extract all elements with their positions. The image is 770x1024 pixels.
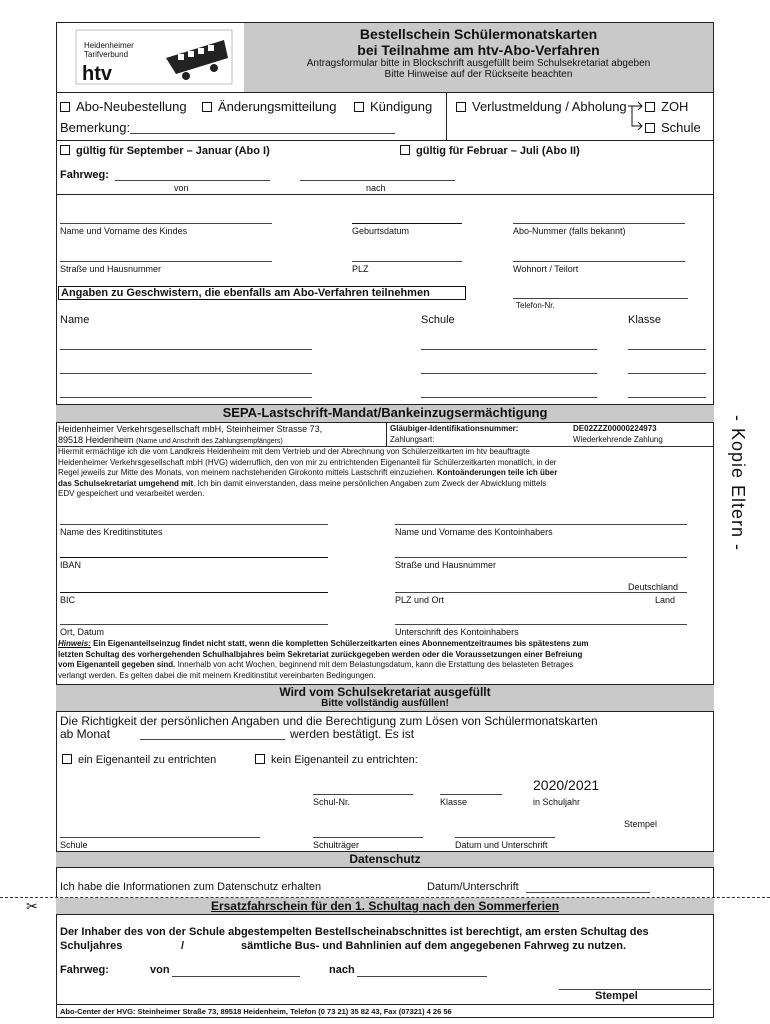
sepa-text4: . Ich bin damit einverstanden, dass meine persönlichen Angaben zum Zweck der Abwicklung mittels bbox=[193, 478, 547, 488]
telefon-label: Telefon-Nr. bbox=[516, 301, 555, 310]
scissors-icon: ✂ bbox=[26, 898, 38, 914]
schultraeger-label: Schulträger bbox=[313, 840, 360, 850]
sepa-text3-line bbox=[58, 468, 710, 479]
schulnr-field[interactable] bbox=[313, 794, 413, 795]
checkbox-icon[interactable] bbox=[62, 754, 72, 764]
opt-kein-eigenanteil-label: kein Eigenanteil zu entrichten: bbox=[271, 754, 418, 766]
opt-verlust[interactable] bbox=[456, 100, 627, 113]
checkbox-icon[interactable] bbox=[400, 145, 410, 155]
opt-kuendigung-label: Kündigung bbox=[370, 99, 433, 114]
kreditinstitut-field[interactable] bbox=[60, 524, 328, 525]
ersatz-title: Ersatzfahrschein für den 1. Schultag nach den Sommerferien bbox=[210, 899, 560, 913]
iban-label: IBAN bbox=[60, 560, 82, 570]
school-text1: Die Richtigkeit der persönlichen Angaben und die Berechtigung zum Lösen von Schülermonatskarten bbox=[60, 714, 598, 728]
geburt-label: Geburtsdatum bbox=[352, 226, 410, 236]
ersatz-text2b: / bbox=[181, 940, 185, 952]
sepa-text3: Regel jeweils zur Mitte des Monats, von meinem nachstehenden Girokonto mittels Lastschrift einzuziehen. bbox=[58, 468, 435, 477]
opt-aenderung-label: Änderungsmitteilung bbox=[218, 99, 337, 114]
plzort-field[interactable] bbox=[395, 592, 687, 593]
hinweis-line2 bbox=[58, 650, 712, 661]
side-label: - Kopie Eltern - bbox=[728, 415, 748, 552]
von-label: von bbox=[174, 183, 189, 193]
checkbox-icon[interactable] bbox=[255, 754, 265, 764]
sepa-title: SEPA-Lastschrift-Mandat/Bankeinzugsermächtigung bbox=[222, 405, 548, 420]
konto-unterschrift-field[interactable] bbox=[395, 624, 687, 625]
opt-schule[interactable] bbox=[645, 121, 701, 134]
konto-strasse-field[interactable] bbox=[395, 557, 687, 558]
opt-kuendigung[interactable] bbox=[354, 100, 432, 113]
sepa-text bbox=[58, 447, 710, 500]
header-sub1: Antragsformular bitte in Blockschrift ausgefüllt beim Schulsekretariat abgeben bbox=[306, 58, 651, 69]
datenschutz-datum: Datum/Unterschrift bbox=[427, 881, 519, 893]
opt-sept[interactable] bbox=[60, 146, 270, 157]
strasse-label: Straße und Hausnummer bbox=[60, 264, 162, 274]
telefon-field[interactable] bbox=[513, 298, 688, 299]
logo-htv: htv bbox=[82, 63, 112, 85]
schule-field[interactable] bbox=[60, 837, 260, 838]
ortdatum-field[interactable] bbox=[60, 624, 328, 625]
ersatz-text2c: sämtliche Bus- und Bahnlinien auf dem angegebenen Fahrweg zu nutzen. bbox=[241, 940, 627, 952]
geschwister-row[interactable] bbox=[60, 397, 312, 398]
checkbox-icon[interactable] bbox=[645, 102, 655, 112]
opt-verlust-label: Verlustmeldung / Abholung bbox=[472, 99, 627, 114]
schuljahr-value: 2020/2021 bbox=[533, 777, 600, 793]
opt-sept-label: gültig für September – Januar (Abo I) bbox=[76, 145, 270, 157]
abonr-label: Abo-Nummer (falls bekannt) bbox=[513, 226, 626, 236]
hinweis2: letzten Schultag des vorhergehenden Schulhalbjahres beim Sekretariat zurückgegeben werden oder die Voraussetzungen einer Befreiung bbox=[58, 649, 583, 659]
datum-unterschrift-field[interactable] bbox=[455, 837, 555, 838]
schuljahr-label: in Schuljahr bbox=[533, 797, 581, 807]
nach-label: nach bbox=[366, 183, 386, 193]
bemerkung-label: Bemerkung: bbox=[60, 120, 131, 135]
checkbox-icon[interactable] bbox=[202, 102, 212, 112]
datum-unterschrift-label: Datum und Unterschrift bbox=[455, 840, 548, 850]
sepa-text4-line bbox=[58, 479, 710, 490]
stempel-label: Stempel bbox=[624, 819, 658, 829]
hinweis3b: vom Eigenanteil gegeben sind. bbox=[58, 660, 176, 669]
sepa-text5: EDV gespeichert und verarbeitet werden. bbox=[58, 489, 205, 498]
checkbox-icon[interactable] bbox=[456, 102, 466, 112]
col-klasse: Klasse bbox=[628, 314, 662, 326]
schulnr-label: Schul-Nr. bbox=[313, 797, 351, 807]
header-title2: bei Teilnahme am htv-Abo-Verfahren bbox=[357, 42, 600, 58]
sepa-company2-small: (Name und Anschrift des Zahlungsempfängers) bbox=[136, 438, 283, 445]
opt-schule-label: Schule bbox=[661, 120, 701, 135]
name-field[interactable] bbox=[60, 223, 272, 224]
opt-eigenanteil-label: ein Eigenanteil zu entrichten bbox=[78, 754, 217, 766]
school-subtitle: Bitte vollständig ausfüllen! bbox=[321, 698, 449, 709]
geschwister-row[interactable] bbox=[60, 349, 312, 350]
hinweis3: Innerhalb von acht Wochen, beginnend mit dem Belastungsdatum, kann die Erstattung des belasteten Betrages bbox=[175, 660, 574, 669]
geschwister-row[interactable] bbox=[421, 373, 597, 374]
konto-unterschrift-label: Unterschrift des Kontoinhabers bbox=[395, 627, 519, 637]
konto-strasse-label: Straße und Hausnummer bbox=[395, 560, 497, 570]
hinweis-line3 bbox=[58, 660, 712, 671]
kreditinstitut-label: Name des Kreditinstitutes bbox=[60, 527, 163, 537]
school-title: Wird vom Schulsekretariat ausgefüllt bbox=[279, 685, 491, 699]
header-sub2: Bitte Hinweise auf der Rückseite beachten bbox=[384, 69, 573, 80]
ersatz-stempel: Stempel bbox=[595, 990, 638, 1002]
zahlungsart-label: Zahlungsart: bbox=[390, 435, 435, 444]
checkbox-icon[interactable] bbox=[354, 102, 364, 112]
geschwister-row[interactable] bbox=[421, 349, 597, 350]
opt-feb[interactable] bbox=[400, 146, 580, 157]
opt-feb-label: gültig für Februar – Juli (Abo II) bbox=[416, 145, 580, 157]
zahlungsart: Wiederkehrende Zahlung bbox=[573, 435, 663, 444]
ersatz-text2a: Schuljahres bbox=[60, 940, 123, 952]
school-text2a: ab Monat bbox=[60, 727, 111, 741]
glaeubiger-id: DE02ZZZ00000224973 bbox=[573, 424, 657, 433]
fahrweg-nach-field[interactable] bbox=[300, 180, 455, 181]
checkbox-icon[interactable] bbox=[645, 123, 655, 133]
bic-field[interactable] bbox=[60, 592, 328, 593]
ortdatum-label: Ort, Datum bbox=[60, 627, 105, 637]
wohnort-field[interactable] bbox=[513, 261, 685, 262]
opt-eigenanteil[interactable] bbox=[62, 755, 216, 766]
hinweis-text bbox=[58, 639, 712, 681]
opt-neubestellung[interactable] bbox=[60, 100, 187, 113]
kontoinhaber-field[interactable] bbox=[395, 524, 687, 525]
sepa-company2-text: 89518 Heidenheim bbox=[58, 435, 134, 445]
col-name: Name bbox=[60, 314, 90, 326]
schultraeger-field[interactable] bbox=[313, 837, 423, 838]
logo-line2: Tarifverbund bbox=[84, 50, 129, 59]
geschwister-row[interactable] bbox=[628, 349, 706, 350]
hinweis-line1 bbox=[58, 639, 712, 650]
datenschutz-text: Ich habe die Informationen zum Datenschutz erhalten bbox=[60, 881, 322, 893]
fahrweg-von-field[interactable] bbox=[115, 180, 270, 181]
klasse-label: Klasse bbox=[440, 797, 468, 807]
bemerkung-field[interactable] bbox=[130, 133, 395, 134]
wohnort-label: Wohnort / Teilort bbox=[513, 264, 579, 274]
iban-field[interactable] bbox=[60, 557, 328, 558]
plz-field[interactable] bbox=[352, 261, 462, 262]
plzort-label: PLZ und Ort bbox=[395, 595, 445, 605]
opt-zoh[interactable] bbox=[645, 100, 688, 113]
bic-label: BIC bbox=[60, 595, 76, 605]
datenschutz-field[interactable] bbox=[526, 892, 650, 893]
opt-kein-eigenanteil[interactable] bbox=[255, 755, 418, 766]
geschwister-row[interactable] bbox=[628, 373, 706, 374]
sepa-text3b: Kontoänderungen teile ich über bbox=[436, 468, 558, 477]
abonr-field[interactable] bbox=[513, 223, 685, 224]
form-frame bbox=[56, 22, 714, 1018]
col-schule: Schule bbox=[421, 314, 455, 326]
hinweis-label: Hinweis: bbox=[58, 639, 91, 648]
ersatz-text1: Der Inhaber des von der Schule abgestempelten Bestellscheinabschnittes ist berechtigt, am ersten Schultag des bbox=[60, 926, 649, 938]
geschwister-row[interactable] bbox=[60, 373, 312, 374]
monat-field[interactable] bbox=[140, 739, 285, 740]
sepa-text1: Hiermit ermächtige ich die vom Landkreis Heidenheim mit dem Vertrieb und der Abrechnung von Schülerzeitkarten im htv beauftragte bbox=[58, 447, 530, 456]
schule-label: Schule bbox=[60, 840, 88, 850]
klasse-field[interactable] bbox=[440, 794, 502, 795]
hinweis4: verlangt werden. Es gelten dabei die mit meinem Kreditinstitut vereinbarten Bedingungen. bbox=[58, 670, 376, 680]
plz-label: PLZ bbox=[352, 264, 369, 274]
hinweis1: Ein Eigenanteilseinzug findet nicht statt, wenn die kompletten Schülerzeitkarten eines Abonnementzeitraumes bis spätestens zum bbox=[90, 639, 589, 648]
ersatz-von: von bbox=[150, 964, 170, 976]
opt-zoh-label: ZOH bbox=[661, 99, 689, 114]
land-label: Land bbox=[655, 595, 676, 605]
glaeubiger-label: Gläubiger-Identifikationsnummer: bbox=[390, 424, 519, 433]
sepa-text2: Heidenheimer Verkehrsgesellschaft mbH (HVG) widerruflich, den von mir zu entrichtenden Eigenanteil für Schülerzeitkarten monatlich, in der bbox=[58, 457, 557, 467]
checkbox-icon[interactable] bbox=[60, 102, 70, 112]
strasse-field[interactable] bbox=[60, 261, 272, 262]
sepa-company2 bbox=[58, 436, 283, 445]
htv-logo bbox=[74, 28, 234, 86]
fahrweg-label: Fahrweg: bbox=[60, 169, 109, 181]
geschwister-row[interactable] bbox=[421, 397, 597, 398]
ersatz-nach: nach bbox=[329, 964, 355, 976]
ersatz-fahrweg: Fahrweg: bbox=[60, 964, 109, 976]
geschwister-label: Angaben zu Geschwistern, die ebenfalls am Abo-Verfahren teilnehmen bbox=[61, 287, 430, 299]
sepa-text4b: das Schulsekretariat umgehend mit bbox=[58, 478, 194, 488]
name-label: Name und Vorname des Kindes bbox=[60, 226, 188, 236]
ersatz-von-field[interactable] bbox=[172, 976, 300, 977]
logo-line1: Heidenheimer bbox=[84, 41, 134, 50]
geburt-field[interactable] bbox=[352, 223, 462, 224]
ersatz-nach-field[interactable] bbox=[357, 976, 487, 977]
geschwister-row[interactable] bbox=[628, 397, 706, 398]
opt-aenderung[interactable] bbox=[202, 100, 337, 113]
kontoinhaber-label: Name und Vorname des Kontoinhabers bbox=[395, 527, 553, 537]
footer-text: Abo-Center der HVG: Steinheimer Straße 73, 89518 Heidenheim, Telefon (0 73 21) 35 82 43, Fax (07321) 4 26 56 bbox=[60, 1007, 452, 1016]
deutschland-value: Deutschland bbox=[628, 582, 679, 592]
sepa-company1: Heidenheimer Verkehrsgesellschaft mbH, Steinheimer Strasse 73, bbox=[58, 424, 323, 434]
header-title1: Bestellschein Schülermonatskarten bbox=[359, 26, 598, 42]
school-text2b: werden bestätigt. Es ist bbox=[290, 727, 415, 741]
checkbox-icon[interactable] bbox=[60, 145, 70, 155]
datenschutz-title: Datenschutz bbox=[349, 852, 421, 866]
opt-neubestellung-label: Abo-Neubestellung bbox=[76, 99, 187, 114]
